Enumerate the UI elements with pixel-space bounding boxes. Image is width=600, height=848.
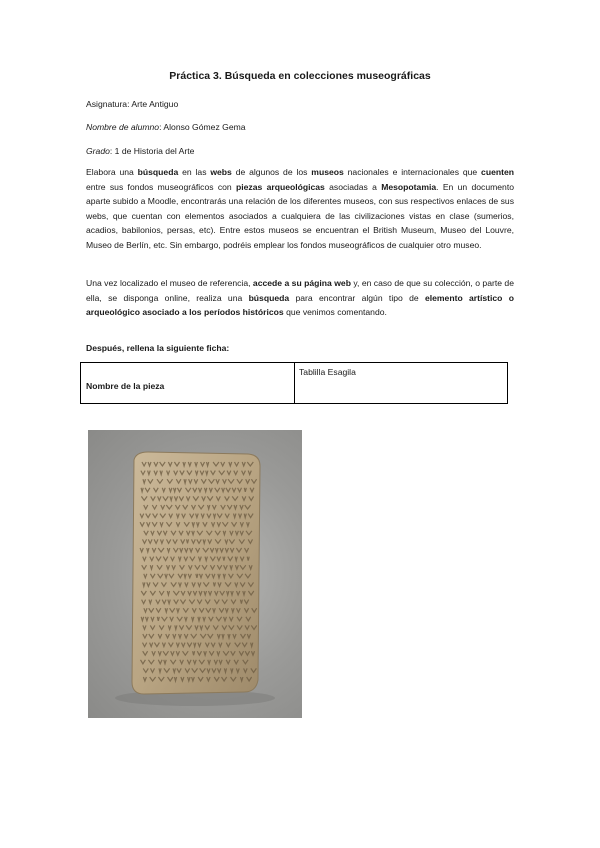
- paragraph2-run: Una vez localizado el museo de referencia,: [86, 278, 253, 288]
- grado-value: : 1 de Historia del Arte: [109, 146, 195, 156]
- cuneiform-tablet-image: [88, 430, 302, 718]
- paragraph2-run: para encontrar algún tipo de: [289, 292, 425, 303]
- tablet-photo: [88, 430, 302, 718]
- asignatura-line: [86, 99, 178, 109]
- asignatura-label: Asignatura:: [86, 99, 130, 109]
- asignatura-value: Arte Antiguo: [129, 99, 179, 109]
- paragraph1-run: Mesopotamia: [381, 181, 437, 192]
- paragraph1-run: entre sus fondos museográficos con: [86, 181, 236, 192]
- paragraph1-run: búsqueda: [137, 167, 179, 177]
- paragraph2-run: elemento artístico o arqueológico asociado a los períodos históricos: [86, 292, 514, 317]
- alumno-value: : Alonso Gómez Gema: [159, 122, 246, 132]
- piece-name-value: Tablilla Esagila: [299, 367, 356, 377]
- paragraph1-run: . En un documento aparte subido a Moodle, encontrarás una relación de los diferentes museos, con sus respectivos enlaces de sus webs, que cuentan con elementos asociados a cualquiera de las civilizaciones vistas en clase (sumerios, acadios, babilonios, persas, etc). Entre estos museos se encuentran el British Museum, Museo del Louvre, Museo de Berlín, etc. Sin embargo, podréis emplear los fondos museográficos de cualquier otro museo.: [86, 181, 515, 250]
- grado-line: [86, 146, 194, 156]
- paragraph2-run: búsqueda: [248, 292, 290, 303]
- grado-label: Grado: [86, 146, 110, 156]
- page-title: Práctica 3. Búsqueda en colecciones museográficas: [169, 70, 431, 82]
- ficha-table: [80, 362, 508, 404]
- paragraph1-run: asociadas a: [324, 181, 382, 192]
- paragraph2-run: que venimos comentando.: [283, 307, 387, 317]
- paragraph1-run: piezas arqueológicas: [236, 181, 325, 192]
- paragraph1-run: Elabora una: [86, 167, 138, 177]
- paragraph1-run: nacionales e internacionales que: [343, 167, 482, 177]
- alumno-label: Nombre de alumno: [86, 122, 160, 132]
- instructions-paragraph-1: [86, 165, 514, 252]
- piece-name-label: Nombre de la pieza: [81, 363, 295, 403]
- instruction-line: Después, rellena la siguiente ficha:: [86, 343, 230, 353]
- alumno-line: [86, 122, 246, 132]
- paragraph1-run: en las: [178, 167, 211, 177]
- paragraph1-run: de algunos de los: [231, 167, 312, 177]
- paragraph1-run: museos: [311, 167, 344, 177]
- paragraph2-run: accede a su página web: [252, 278, 351, 288]
- instructions-paragraph-2: [86, 276, 514, 320]
- paragraph1-run: webs: [210, 167, 232, 177]
- paragraph1-run: cuenten: [481, 167, 514, 177]
- paragraph2-run: y, en caso de que su colección, o parte de ella, se disponga online, realiza una: [86, 278, 514, 303]
